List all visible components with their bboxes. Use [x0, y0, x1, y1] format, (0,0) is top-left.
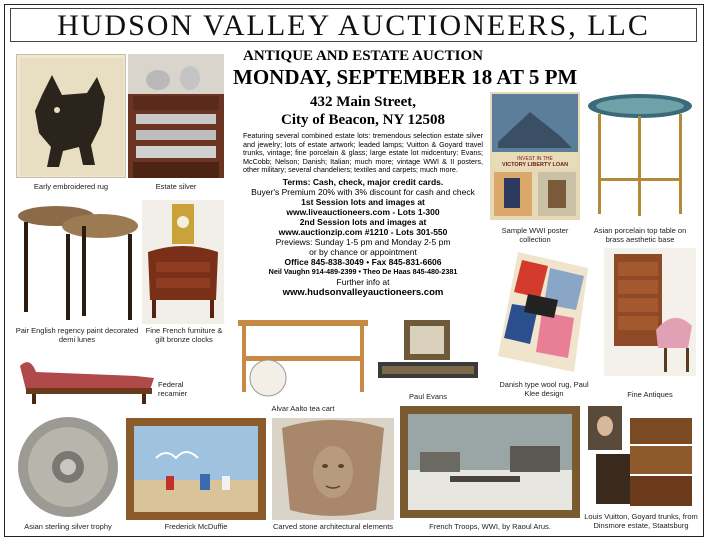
caption-demilunes: Pair English regency paint decorated demi lunes [15, 326, 139, 344]
demilunes-photo [16, 200, 138, 324]
appointment: or by chance or appointment [309, 246, 417, 257]
previews: Previews: Sunday 1-5 pm and Monday 2-5 pm [275, 236, 451, 247]
auction-date: MONDAY, SEPTEMBER 18 AT 5 PM [233, 65, 578, 89]
poster-image [490, 92, 580, 220]
session2-site[interactable]: www.auctionzip.com #1210 - Lots 301-550 [278, 226, 448, 237]
caption-troops: French Troops, WWI, by Raoul Arus. [429, 522, 551, 531]
silver-photo [128, 54, 224, 178]
caption-table: Asian porcelain top table on brass aesthetic base [593, 226, 687, 244]
table-image [584, 92, 696, 220]
vuitton-photo [586, 404, 696, 510]
session1-title: 1st Session lots and images at [301, 196, 425, 207]
poster-photo [490, 92, 580, 220]
vuitton-image [586, 404, 696, 510]
antiques-photo [604, 248, 696, 376]
evans-photo [376, 318, 480, 388]
danish-photo [488, 248, 598, 376]
caption-poster: Sample WWI poster collection [501, 226, 569, 244]
caption-silver: Estate silver [155, 182, 197, 191]
aalto-photo [232, 316, 372, 400]
auction-premium: Buyer's Premium 20% with 3% discount for cash and check [251, 186, 475, 197]
recamier-image [16, 354, 158, 406]
caption-vuitton: Louis Vuitton, Goyard trunks, from Dinsmore estate, Staatsburg [584, 512, 698, 530]
caption-recamier: Federal recamier [158, 380, 188, 398]
demilunes-image [16, 200, 138, 324]
mcduffie-photo [126, 418, 266, 520]
poster-line1: INVEST IN THE [517, 156, 553, 162]
table-photo [584, 92, 696, 220]
rug-photo [16, 54, 126, 178]
silver-image [128, 54, 224, 178]
stone-image [272, 418, 394, 520]
caption-stone: Carved stone architectural elements [272, 522, 394, 531]
caption-rug: Early embroidered rug [33, 182, 109, 191]
french-image [142, 200, 224, 324]
caption-french: Fine French furniture & gilt bronze clocks [145, 326, 223, 344]
stone-photo [272, 418, 394, 520]
troops-photo [400, 406, 580, 518]
further-info: Further info at [336, 276, 390, 287]
poster-line2: VICTORY LIBERTY LOAN [501, 162, 569, 168]
danish-image [488, 248, 598, 376]
company-title: HUDSON VALLEY AUCTIONEERS, LLC [10, 8, 697, 42]
session1-site[interactable]: www.liveauctioneers.com - Lots 1-300 [286, 206, 440, 217]
aalto-image [232, 316, 372, 400]
auction-title: ANTIQUE AND ESTATE AUCTION [243, 48, 483, 64]
auction-description: Featuring several combined estate lots: tremendous selection estate silver and jewelry; lots of estate artwork; leaded lamps; Vuitton & Goyard travel trunks, vintage; fine porcelain & glass; large estate lot midcentury: Evans; McCobb; Nelson; Danish; Italian; much more; vintage WWI & II posters, other military; several chandeliers; textiles and carpets; much more. [243, 131, 483, 175]
evans-image [376, 318, 480, 388]
website-link[interactable]: www.hudsonvalleyauctioneers.com [282, 286, 444, 298]
session2-title: 2nd Session lots and images at [299, 216, 427, 227]
caption-mcduffie: Frederick McDuffie [164, 522, 228, 531]
auction-terms: Terms: Cash, check, major credit cards. [282, 176, 444, 187]
caption-aalto: Alvar Aalto tea cart [271, 404, 335, 413]
contacts: Neil Vaughn 914-489-2399 • Theo De Haas 845-480-2381 [268, 266, 458, 276]
caption-trophy: Asian sterling silver trophy [24, 522, 112, 531]
caption-danish: Danish type wool rug, Paul Klee design [499, 380, 589, 398]
trophy-image [14, 414, 122, 520]
trophy-photo [14, 414, 122, 520]
troops-image [400, 406, 580, 518]
recamier-photo [16, 354, 158, 406]
antiques-image [604, 248, 696, 376]
auction-city: City of Beacon, NY 12508 [280, 112, 445, 128]
office-fax: Office 845-838-3049 • Fax 845-831-6606 [284, 256, 442, 267]
rug-image [17, 55, 126, 178]
french-photo [142, 200, 224, 324]
caption-antiques: Fine Antiques [627, 390, 673, 399]
mcduffie-image [126, 418, 266, 520]
auction-street: 432 Main Street, [310, 94, 416, 110]
caption-evans: Paul Evans [409, 392, 447, 401]
